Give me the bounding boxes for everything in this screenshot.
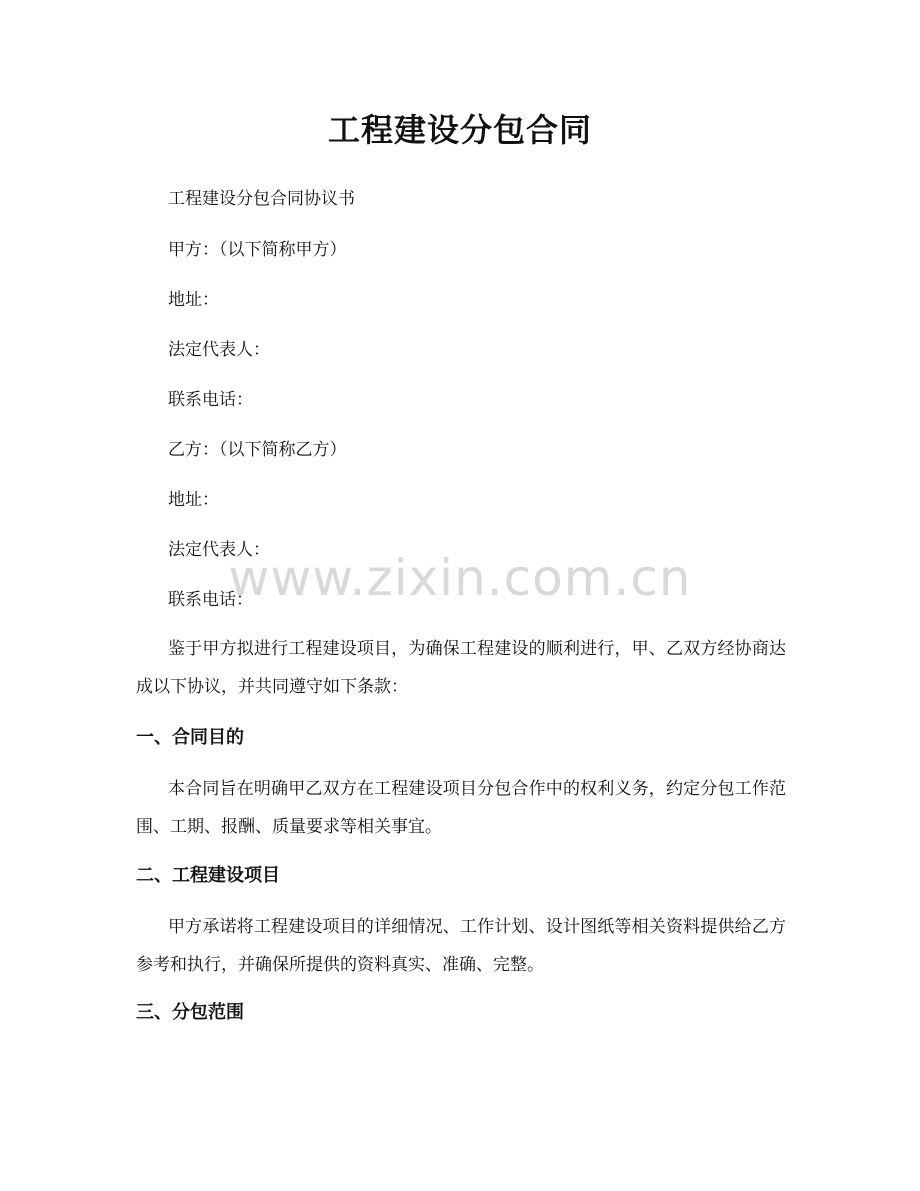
party-a-representative: 法定代表人： [168,340,270,360]
party-b-phone: 联系电话： [168,590,253,610]
party-b-address: 地址： [168,490,219,510]
party-a-line: 甲方：（以下简称甲方） [168,240,347,260]
section-heading: 二、工程建设项目 [136,865,280,886]
party-b-representative: 法定代表人： [168,540,270,560]
party-a-address: 地址： [168,290,219,310]
agreement-subtitle: 工程建设分包合同协议书 [168,189,355,209]
watermark: www.zixin.com.cn [228,549,692,607]
section-body: 本合同旨在明确甲乙双方在工程建设项目分包合作中的权利义务，约定分包工作范围、工期、报酬、质量要求等相关事宜。 [136,779,786,837]
party-b-line: 乙方：（以下简称乙方） [168,440,347,460]
section-heading: 三、分包范围 [136,1002,244,1023]
document-title: 工程建设分包合同 [327,111,592,149]
intro-paragraph: 鉴于甲方拟进行工程建设项目，为确保工程建设的顺利进行，甲、乙双方经协商达成以下协议，并共同遵守如下条款： [136,639,786,697]
section-heading: 一、合同目的 [136,727,244,748]
party-a-phone: 联系电话： [168,390,253,410]
section-body: 甲方承诺将工程建设项目的详细情况、工作计划、设计图纸等相关资料提供给乙方参考和执行，并确保所提供的资料真实、准确、完整。 [136,917,786,975]
